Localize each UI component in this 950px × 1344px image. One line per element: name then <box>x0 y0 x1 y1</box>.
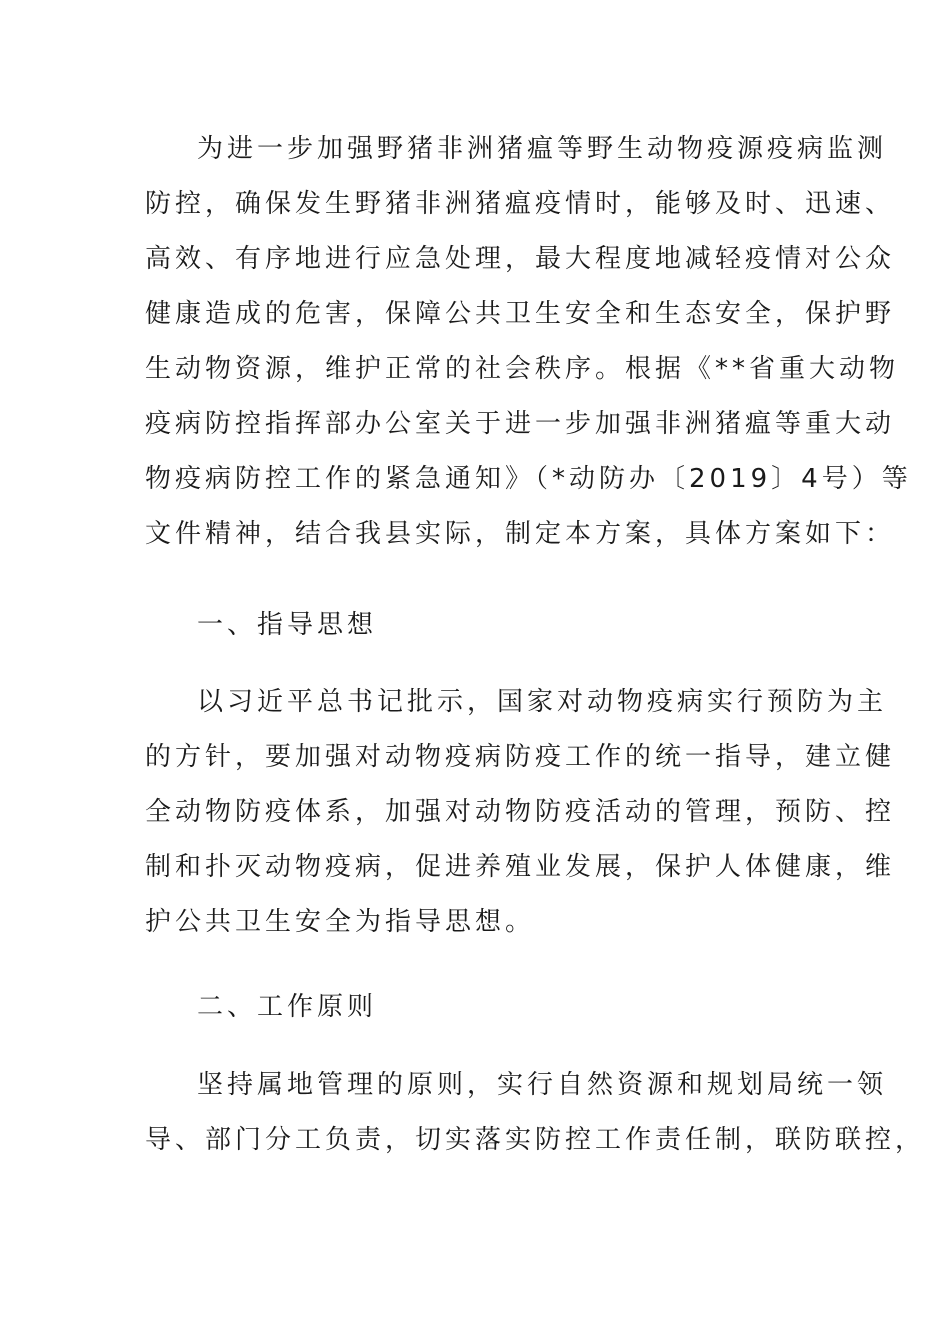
paragraph-guiding-ideology <box>145 675 896 950</box>
paragraph-work-principles <box>145 1058 926 1168</box>
paragraph-line: 为进一步加强野猪非洲猪瘟等野生动物疫源疫病监测 <box>197 134 888 164</box>
section-heading: 一、指导思想 <box>197 610 378 640</box>
paragraph-line: 的方针，要加强对动物疫病防疫工作的统一指导，建立健 <box>145 742 896 772</box>
paragraph-intro <box>145 122 912 562</box>
section-heading: 二、工作原则 <box>197 992 378 1022</box>
paragraph-line: 疫病防控指挥部办公室关于进一步加强非洲猪瘟等重大动 <box>145 409 896 439</box>
paragraph-line: 坚持属地管理的原则，实行自然资源和规划局统一领 <box>197 1070 888 1100</box>
section-heading-work-principles <box>145 980 805 1035</box>
paragraph-line: 物疫病防控工作的紧急通知》（*动防办〔2019〕4号）等 <box>145 464 912 494</box>
paragraph-line: 生动物资源，维护正常的社会秩序。根据《**省重大动物 <box>145 354 900 384</box>
section-heading-guiding-ideology <box>145 598 805 653</box>
paragraph-line: 导、部门分工负责，切实落实防控工作责任制，联防联控， <box>145 1125 926 1155</box>
paragraph-line: 全动物防疫体系，加强对动物防疫活动的管理，预防、控 <box>145 797 896 827</box>
paragraph-line: 文件精神，结合我县实际，制定本方案，具体方案如下： <box>145 519 896 549</box>
paragraph-line: 高效、有序地进行应急处理，最大程度地减轻疫情对公众 <box>145 244 896 274</box>
paragraph-line: 防控，确保发生野猪非洲猪瘟疫情时，能够及时、迅速、 <box>145 189 896 219</box>
paragraph-line: 以习近平总书记批示，国家对动物疫病实行预防为主 <box>197 687 888 717</box>
paragraph-line: 健康造成的危害，保障公共卫生安全和生态安全，保护野 <box>145 299 896 329</box>
paragraph-line: 护公共卫生安全为指导思想。 <box>145 907 536 937</box>
paragraph-line: 制和扑灭动物疫病，促进养殖业发展，保护人体健康，维 <box>145 852 896 882</box>
